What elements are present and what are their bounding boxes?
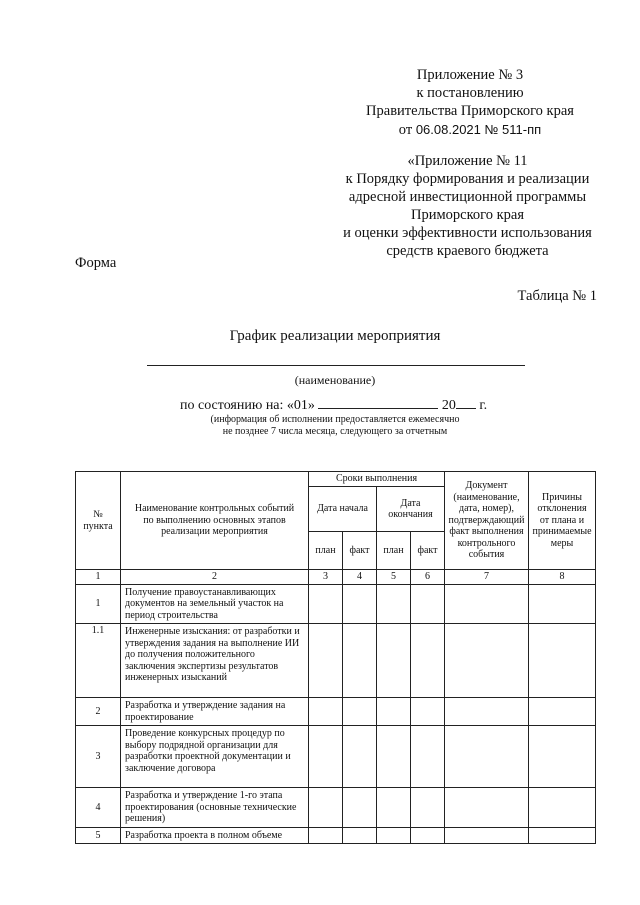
cell-fact-start: [343, 624, 377, 698]
cell-fact-end: [411, 698, 445, 726]
page-title: График реализации мероприятия: [229, 328, 441, 344]
cell-plan-start: [309, 624, 343, 698]
header-num: № пункта: [76, 472, 121, 570]
row-num: 3: [76, 726, 121, 788]
cell-fact-start: [343, 698, 377, 726]
cell-fact-end: [411, 584, 445, 624]
schedule-table: [75, 471, 596, 844]
table-row: [76, 584, 596, 624]
cell-document: [445, 624, 529, 698]
cell-plan-start: [309, 698, 343, 726]
cell-plan-start: [309, 827, 343, 844]
cell-fact-end: [411, 788, 445, 828]
cell-fact-start: [343, 827, 377, 844]
header-fact: факт: [343, 532, 377, 570]
note-line: не позднее 7 числа месяца, следующего за отчетным: [222, 426, 448, 437]
column-number: 2: [121, 570, 309, 585]
appendix11-line: и оценки эффективности использования: [343, 225, 592, 241]
table-row: [76, 726, 596, 788]
header-deadlines: Сроки выполнения: [309, 472, 445, 487]
status-year-blank: [456, 396, 476, 409]
cell-plan-end: [377, 584, 411, 624]
table-row: [76, 624, 596, 698]
header-plan: план: [309, 532, 343, 570]
appendix-number: Приложение № 3: [416, 67, 524, 83]
row-name: Разработка и утверждение задания на проектирование: [121, 698, 309, 726]
cell-fact-end: [411, 726, 445, 788]
header-start-date: Дата начала: [309, 487, 377, 532]
status-prefix: по состоянию на: «01»: [180, 398, 315, 413]
status-month-blank: [318, 396, 438, 409]
table-row: [76, 827, 596, 844]
column-number: 5: [377, 570, 411, 585]
cell-reasons: [529, 788, 596, 828]
appendix11-line: к Порядку формирования и реализации: [345, 171, 590, 187]
cell-fact-start: [343, 584, 377, 624]
row-num: 4: [76, 788, 121, 828]
appendix-resolution: к постановлению: [416, 85, 524, 101]
form-label: Форма: [75, 255, 117, 271]
row-name: Инженерные изыскания: от разработки и утверждения задания на выполнение ИИ до получения положительного заключения экспертизы результатов инженерных изысканий: [121, 624, 309, 698]
header-plan: план: [377, 532, 411, 570]
header-document: Документ (наименование, дата, номер), подтверждающий факт выполнения контрольного события: [445, 472, 529, 570]
row-num: 1: [76, 584, 121, 624]
cell-plan-start: [309, 584, 343, 624]
row-num: 5: [76, 827, 121, 844]
name-blank-line: [147, 365, 525, 366]
note-line: (информация об исполнении предоставляется ежемесячно: [210, 414, 460, 425]
row-name: Разработка и утверждение 1-го этапа проектирования (основные технические решения): [121, 788, 309, 828]
row-name: Проведение конкурсных процедур по выбору подрядной организации для разработки проектной документации и заключение договора: [121, 726, 309, 788]
cell-reasons: [529, 726, 596, 788]
cell-plan-end: [377, 788, 411, 828]
appendix-date-line: [340, 121, 600, 139]
cell-document: [445, 827, 529, 844]
cell-fact-end: [411, 827, 445, 844]
name-caption: (наименование): [294, 373, 376, 387]
column-number: 7: [445, 570, 529, 585]
appendix11-line: Приморского края: [410, 207, 524, 223]
cell-plan-end: [377, 726, 411, 788]
cell-reasons: [529, 584, 596, 624]
status-suffix: г.: [479, 398, 488, 413]
column-number: 6: [411, 570, 445, 585]
row-num: 2: [76, 698, 121, 726]
appendix-date-prefix: от: [398, 122, 413, 138]
cell-plan-end: [377, 827, 411, 844]
cell-document: [445, 788, 529, 828]
header-reasons: Причины отклонения от плана и принимаемые меры: [529, 472, 596, 570]
column-number: 8: [529, 570, 596, 585]
column-number: 3: [309, 570, 343, 585]
header-end-date: Дата окончания: [377, 487, 445, 532]
appendix11-line: средств краевого бюджета: [386, 243, 549, 259]
cell-plan-start: [309, 788, 343, 828]
column-number: 1: [76, 570, 121, 585]
cell-plan-start: [309, 726, 343, 788]
cell-document: [445, 698, 529, 726]
row-name: Получение правоустанавливающих документов на земельный участок на период строительства: [121, 584, 309, 624]
status-note: [150, 414, 520, 438]
appendix-government: Правительства Приморского края: [366, 103, 574, 119]
appendix11-line: «Приложение № 11: [407, 153, 528, 169]
table-row: [76, 698, 596, 726]
appendix11-line: адресной инвестиционной программы: [348, 189, 587, 205]
row-name: Разработка проекта в полном объеме: [121, 827, 309, 844]
appendix11-block: [325, 152, 610, 260]
cell-reasons: [529, 827, 596, 844]
cell-reasons: [529, 698, 596, 726]
row-num: 1.1: [76, 624, 121, 698]
cell-reasons: [529, 624, 596, 698]
column-number: 4: [343, 570, 377, 585]
table-label: Таблица № 1: [517, 288, 597, 304]
status-line: [180, 396, 487, 414]
appendix-header: [340, 66, 600, 139]
appendix-date-handwritten: 06.08.2021 № 511-пп: [415, 122, 542, 137]
table-row: [76, 788, 596, 828]
cell-plan-end: [377, 624, 411, 698]
cell-fact-start: [343, 726, 377, 788]
header-fact: факт: [411, 532, 445, 570]
cell-plan-end: [377, 698, 411, 726]
cell-document: [445, 584, 529, 624]
status-year: 20: [441, 398, 456, 413]
cell-fact-start: [343, 788, 377, 828]
cell-document: [445, 726, 529, 788]
cell-fact-end: [411, 624, 445, 698]
header-name: Наименование контрольных событий по выполнению основных этапов реализации мероприятия: [121, 472, 309, 570]
